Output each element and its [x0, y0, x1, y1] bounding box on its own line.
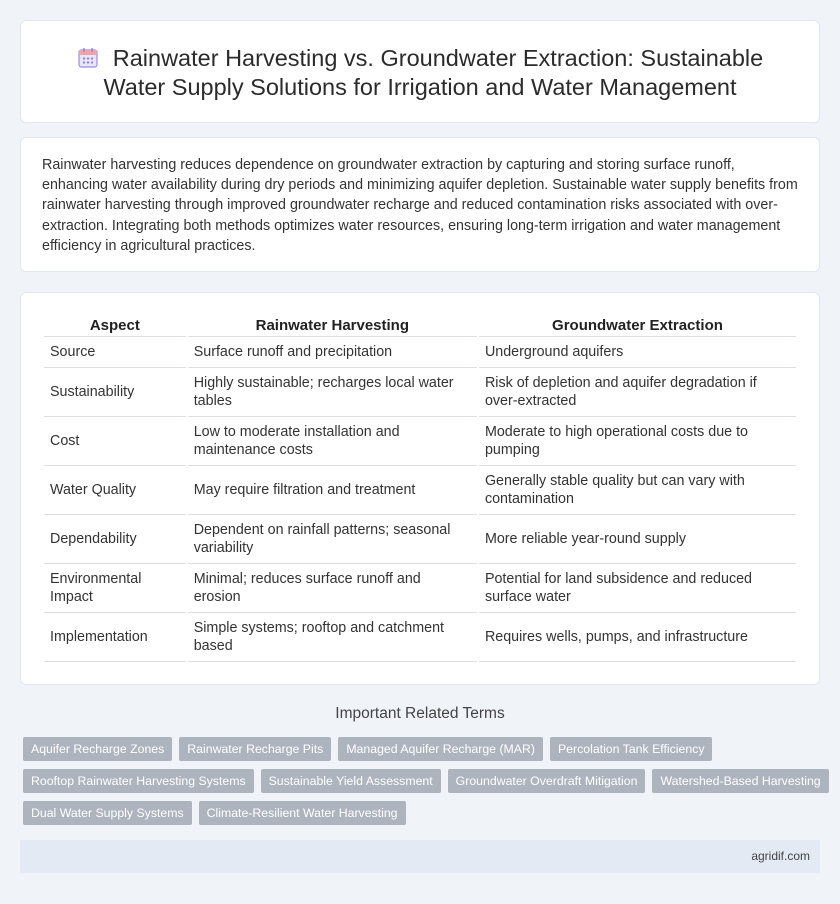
comparison-card — [20, 292, 820, 685]
comparison-table — [42, 315, 798, 662]
related-term-tag[interactable]: Climate-Resilient Water Harvesting — [199, 801, 406, 825]
related-term-tag[interactable]: Managed Aquifer Recharge (MAR) — [338, 737, 543, 761]
aspect-cell: Dependability — [44, 515, 186, 564]
related-term-tag[interactable]: Percolation Tank Efficiency — [550, 737, 713, 761]
related-terms-tags — [23, 737, 823, 833]
title-card — [20, 20, 820, 123]
page-title — [61, 44, 779, 102]
header-rainwater: Rainwater Harvesting — [188, 315, 477, 337]
groundwater-cell: Risk of depletion and aquifer degradation if over-extracted — [479, 368, 796, 417]
rainwater-cell: Highly sustainable; recharges local water tables — [188, 368, 477, 417]
rainwater-cell: Low to moderate installation and maintenance costs — [188, 417, 477, 466]
calendar-icon — [77, 47, 99, 69]
table-row — [44, 466, 796, 515]
aspect-cell: Sustainability — [44, 368, 186, 417]
table-row — [44, 515, 796, 564]
related-term-tag[interactable]: Dual Water Supply Systems — [23, 801, 192, 825]
related-term-tag[interactable]: Rooftop Rainwater Harvesting Systems — [23, 769, 254, 793]
aspect-cell: Cost — [44, 417, 186, 466]
table-row — [44, 337, 796, 368]
aspect-cell: Water Quality — [44, 466, 186, 515]
aspect-cell: Source — [44, 337, 186, 368]
footer-site-link[interactable]: agridif.com — [751, 849, 810, 863]
related-term-tag[interactable]: Groundwater Overdraft Mitigation — [448, 769, 646, 793]
table-row — [44, 417, 796, 466]
rainwater-cell: Surface runoff and precipitation — [188, 337, 477, 368]
groundwater-cell: More reliable year-round supply — [479, 515, 796, 564]
table-row — [44, 368, 796, 417]
page-title-text: Rainwater Harvesting vs. Groundwater Extraction: Sustainable Water Supply Solutions for Irrigation and Water Management — [103, 45, 764, 100]
intro-card — [20, 137, 820, 272]
aspect-cell: Implementation — [44, 613, 186, 662]
intro-paragraph: Rainwater harvesting reduces dependence on groundwater extraction by capturing and storing surface runoff, enhancing water availability during dry periods and minimizing aquifer depletion. Sustainable water supply benefits from rainwater harvesting through improved groundwater recharge and reduced contamination risks associated with over-extraction. Integrating both methods optimizes water resources, ensuring long-term irrigation and water management efficiency in agricultural practices. — [42, 157, 798, 254]
footer-bar — [20, 840, 820, 873]
tag-row — [23, 769, 823, 793]
groundwater-cell: Potential for land subsidence and reduced surface water — [479, 564, 796, 613]
related-term-tag[interactable]: Watershed-Based Harvesting — [652, 769, 828, 793]
groundwater-cell: Moderate to high operational costs due to pumping — [479, 417, 796, 466]
related-term-tag[interactable]: Aquifer Recharge Zones — [23, 737, 172, 761]
aspect-cell: Environmental Impact — [44, 564, 186, 613]
header-groundwater: Groundwater Extraction — [479, 315, 796, 337]
rainwater-cell: May require filtration and treatment — [188, 466, 477, 515]
groundwater-cell: Generally stable quality but can vary with contamination — [479, 466, 796, 515]
table-row — [44, 613, 796, 662]
related-terms-title: Important Related Terms — [335, 705, 505, 722]
header-aspect: Aspect — [44, 315, 186, 337]
groundwater-cell: Requires wells, pumps, and infrastructure — [479, 613, 796, 662]
rainwater-cell: Minimal; reduces surface runoff and erosion — [188, 564, 477, 613]
rainwater-cell: Dependent on rainfall patterns; seasonal variability — [188, 515, 477, 564]
rainwater-cell: Simple systems; rooftop and catchment based — [188, 613, 477, 662]
tag-row — [23, 801, 823, 825]
groundwater-cell: Underground aquifers — [479, 337, 796, 368]
table-header-row — [44, 315, 796, 337]
table-row — [44, 564, 796, 613]
tag-row — [23, 737, 823, 761]
related-term-tag[interactable]: Rainwater Recharge Pits — [179, 737, 331, 761]
related-term-tag[interactable]: Sustainable Yield Assessment — [261, 769, 441, 793]
